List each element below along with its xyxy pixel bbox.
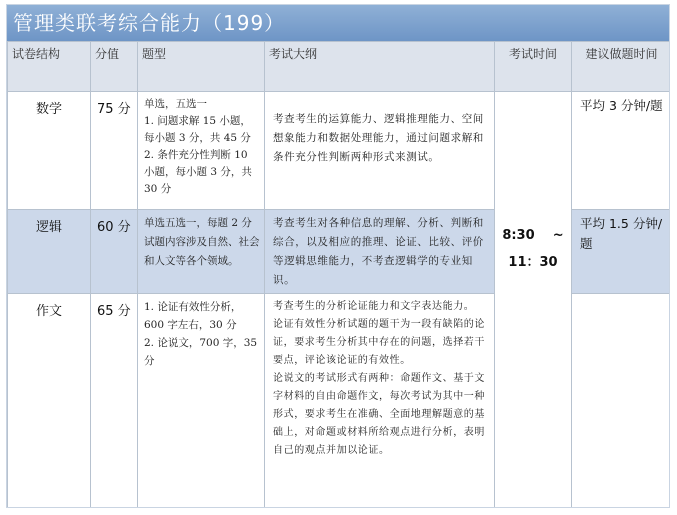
table-header-row [8,42,671,92]
table-row-essay [8,294,671,509]
subject-math: 数学 [8,92,91,210]
exam-time-end: 11：30 [508,254,558,270]
outline-math [265,92,495,210]
outline-text: 考查考生的分析论证能力和文字表达能力。 [273,301,475,312]
types-logic [138,210,265,294]
outline-essay [265,294,495,509]
type-line: 1. 论证有效性分析，600 字左右，30 分 [144,301,242,331]
type-line: 单选，五选一 [144,98,207,110]
header-exam-time: 考试时间 [495,42,572,92]
exam-time-cell [495,92,572,509]
header-question-type: 题型 [138,42,265,92]
exam-structure-card [6,4,670,508]
types-essay [138,294,265,509]
header-score: 分值 [91,42,138,92]
score-essay: 65 分 [91,294,138,509]
table-row-math [8,92,671,210]
subject-logic: 逻辑 [8,210,91,294]
outline-text: 考查考生对各种信息的理解、分析、判断和综合，以及相应的推理、论证、比较、评价等逻辑思维能力，不考查逻辑学的专业知识。 [273,217,484,286]
header-structure: 试卷结构 [8,42,91,92]
exam-time-range [495,228,571,243]
advice-math: 平均 3 分钟/题 [572,92,671,210]
outline-logic [265,210,495,294]
type-line: 单选五选一，每题 2 分试题内容涉及自然、社会和人文等各个领域。 [144,217,260,267]
outline-text: 考查考生的运算能力、逻辑推理能力、空间想象能力和数据处理能力，通过问题求解和条件充分性判断两种形式来测试。 [273,113,484,163]
types-math [138,92,265,210]
score-math: 75 分 [91,92,138,210]
advice-essay [572,294,671,509]
exam-time-start: 8:30 [502,227,535,243]
type-line: 2. 论说文，700 字，35 分 [144,337,258,367]
advice-logic: 平均 1.5 分钟/题 [572,210,671,294]
exam-time-separator: ~ [552,227,564,243]
header-syllabus: 考试大纲 [265,42,495,92]
score-logic: 60 分 [91,210,138,294]
outline-text: 论证有效性分析试题的题干为一段有缺陷的论证，要求考生分析其中存在的问题，选择若干要点，评论该论证的有效性。 [273,319,485,366]
header-suggested-time: 建议做题时间 [572,42,671,92]
subject-essay: 作文 [8,294,91,509]
page-title: 管理类联考综合能力（199） [7,5,669,41]
exam-structure-table [7,41,670,508]
type-line: 2. 条件充分性判断 10 小题，每小题 3 分，共 30 分 [144,149,252,195]
type-line: 1. 问题求解 15 小题，每小题 3 分，共 45 分 [144,115,251,144]
outline-text: 论说文的考试形式有两种：命题作文、基于文字材料的自由命题作文，每次考试为其中一种形式，要求考生在准确、全面地理解题意的基础上，对命题或材料所给观点进行分析，表明自己的观点并加以论证。 [273,373,485,456]
